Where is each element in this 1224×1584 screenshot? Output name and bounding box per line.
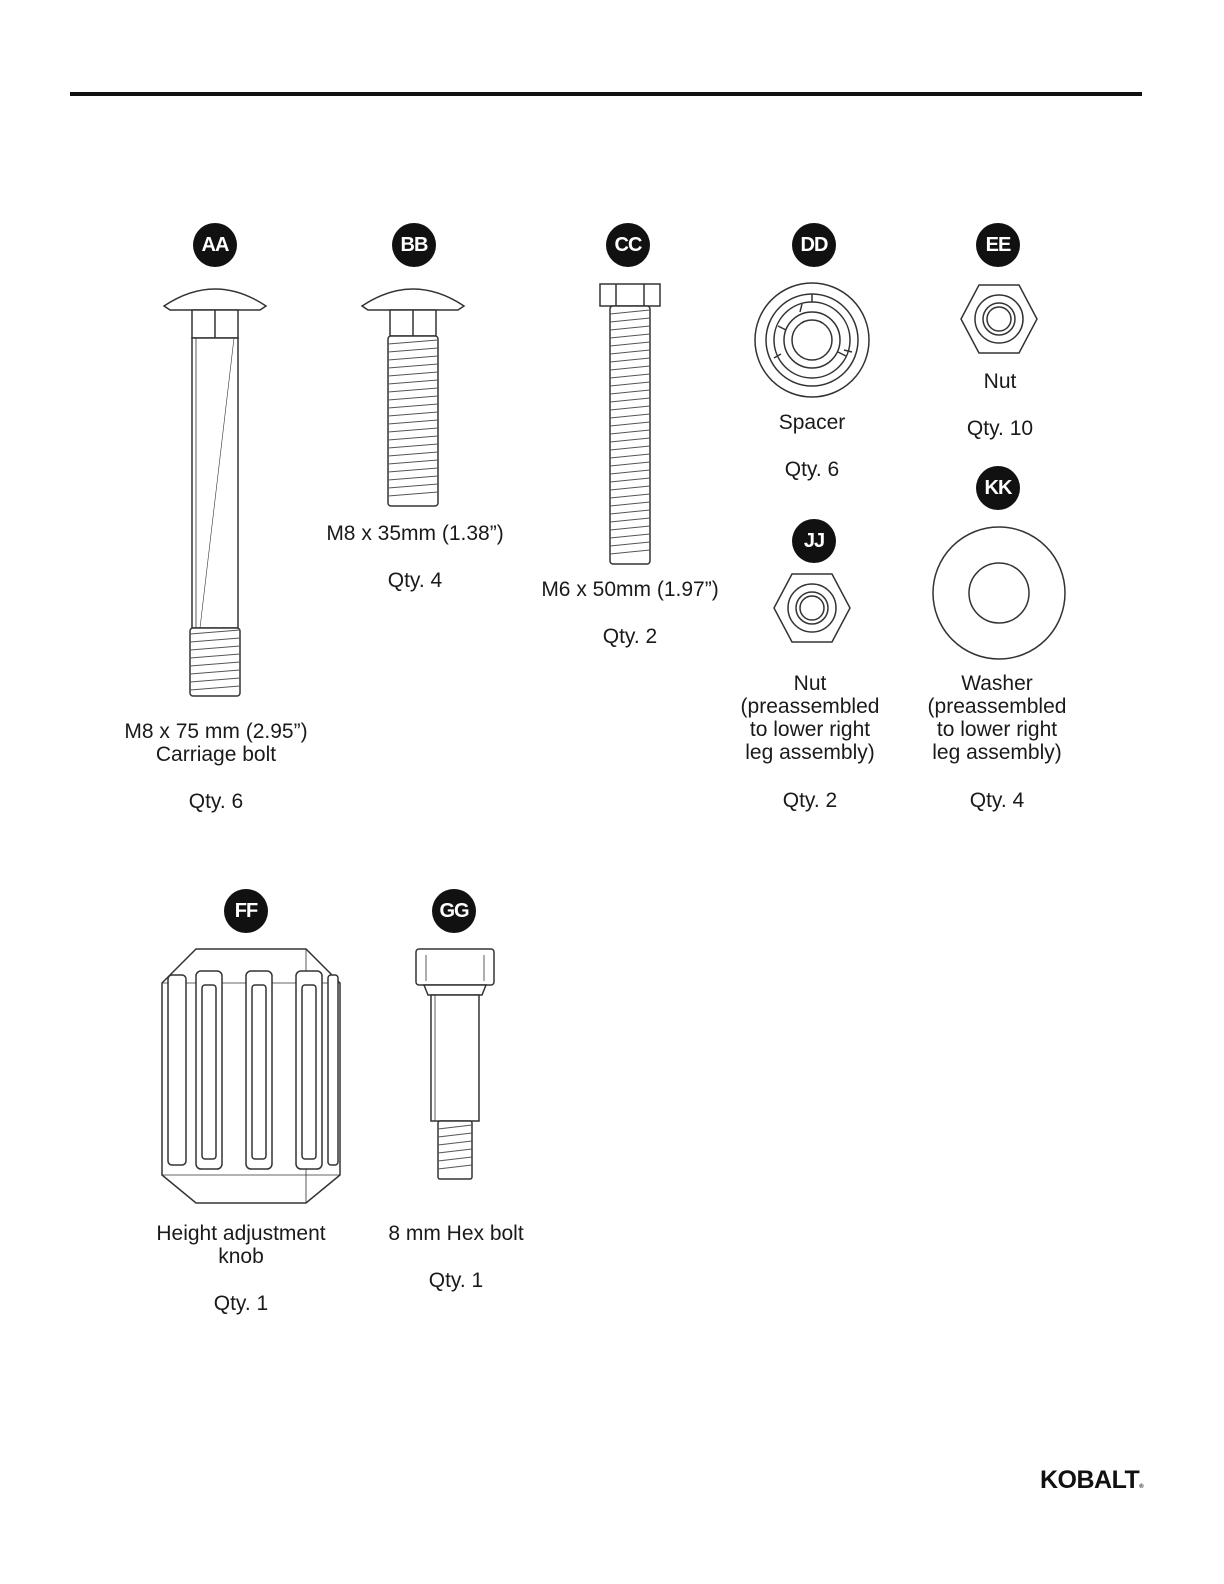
carriage-bolt-long-illustration bbox=[160, 280, 270, 700]
part-desc-ff: Height adjustment knob bbox=[156, 1222, 326, 1268]
header-rule bbox=[70, 92, 1142, 96]
part-qty-dd: Qty. 6 bbox=[784, 458, 840, 481]
part-badge-bb: BB bbox=[392, 223, 436, 267]
part-qty-cc: Qty. 2 bbox=[602, 625, 658, 648]
part-badge-dd: DD bbox=[792, 223, 836, 267]
part-desc-ee: Nut bbox=[983, 370, 1017, 393]
part-qty-ee: Qty. 10 bbox=[966, 417, 1034, 440]
nut-preassembled-illustration bbox=[771, 572, 853, 644]
part-desc-dd: Spacer bbox=[778, 411, 846, 434]
carriage-bolt-short-illustration bbox=[358, 280, 468, 510]
washer-illustration bbox=[930, 524, 1068, 662]
registered-mark: ® bbox=[1139, 1484, 1144, 1490]
part-desc-aa: M8 x 75 mm (2.95”) Carriage bolt bbox=[124, 720, 308, 766]
logo-text: KOBALT bbox=[1040, 1466, 1140, 1494]
part-qty-aa: Qty. 6 bbox=[188, 790, 244, 813]
part-badge-ff: FF bbox=[224, 889, 268, 933]
part-qty-ff: Qty. 1 bbox=[213, 1292, 269, 1315]
kobalt-logo bbox=[1040, 1466, 1144, 1495]
part-qty-bb: Qty. 4 bbox=[387, 569, 443, 592]
part-desc-kk: Washer (preassembled to lower right leg assembly) bbox=[927, 672, 1067, 764]
part-badge-gg: GG bbox=[432, 889, 476, 933]
hex-bolt-m6-illustration bbox=[590, 280, 670, 570]
height-adjustment-knob-illustration bbox=[156, 945, 346, 1207]
part-badge-aa: AA bbox=[193, 223, 237, 267]
part-qty-gg: Qty. 1 bbox=[428, 1269, 484, 1292]
part-desc-cc: M6 x 50mm (1.97”) bbox=[541, 578, 719, 601]
spacer-illustration bbox=[752, 280, 872, 400]
part-badge-cc: CC bbox=[606, 223, 650, 267]
part-badge-jj: JJ bbox=[792, 519, 836, 563]
part-badge-ee: EE bbox=[976, 223, 1020, 267]
hex-bolt-8mm-illustration bbox=[410, 945, 500, 1185]
part-desc-bb: M8 x 35mm (1.38”) bbox=[326, 522, 504, 545]
part-qty-jj: Qty. 2 bbox=[782, 789, 838, 812]
part-desc-gg: 8 mm Hex bolt bbox=[388, 1222, 524, 1245]
part-badge-kk: KK bbox=[976, 466, 1020, 510]
nut-illustration bbox=[958, 282, 1040, 356]
part-qty-kk: Qty. 4 bbox=[969, 789, 1025, 812]
part-desc-jj: Nut (preassembled to lower right leg assembly) bbox=[740, 672, 880, 764]
